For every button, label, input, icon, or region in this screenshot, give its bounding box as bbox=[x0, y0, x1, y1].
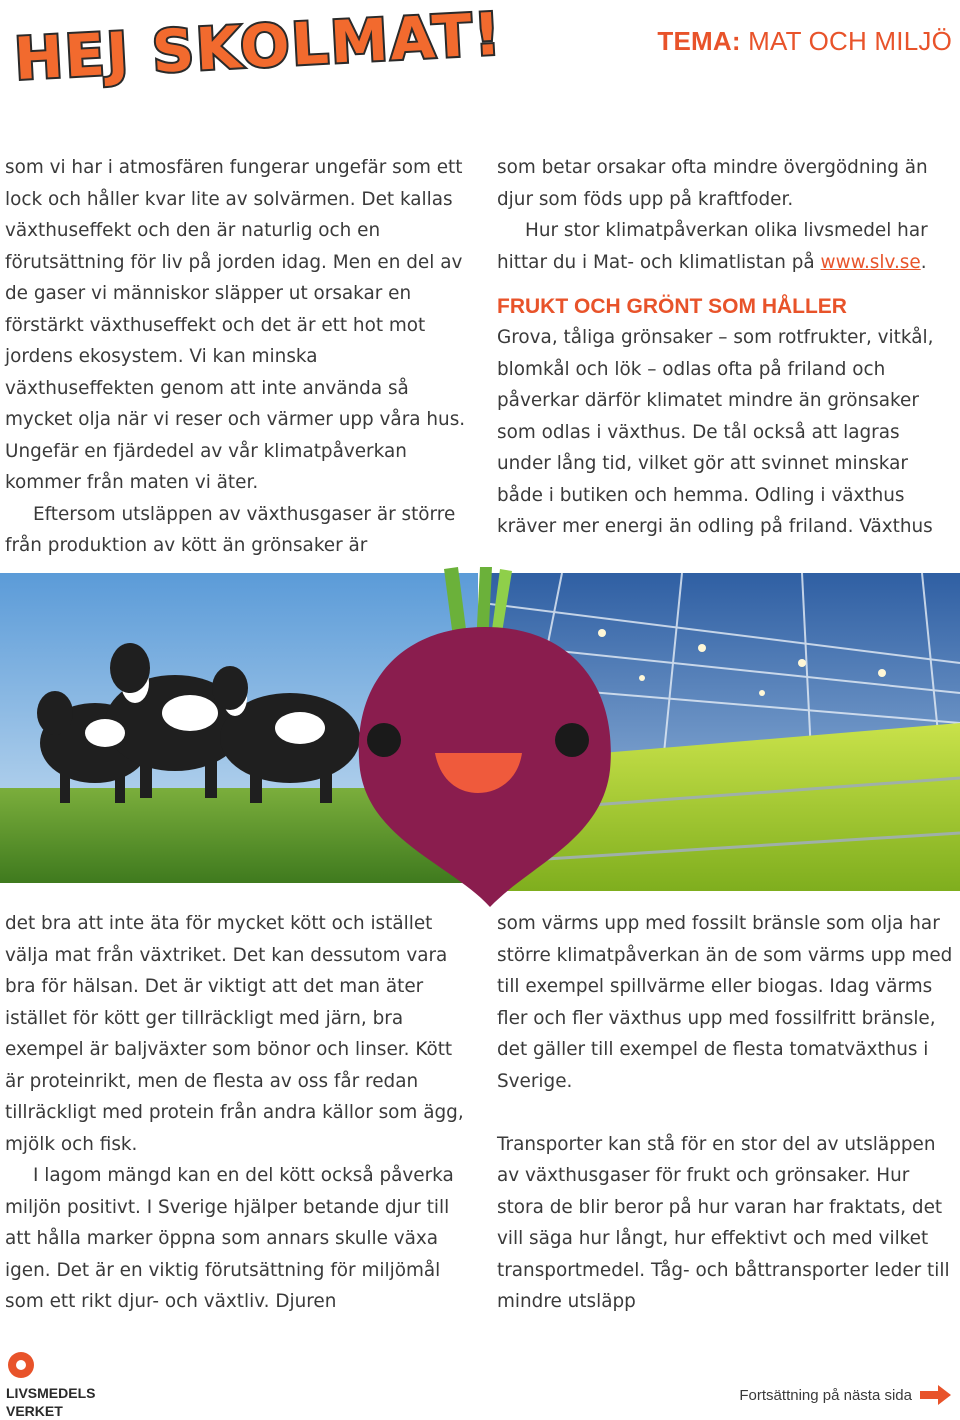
paragraph: I lagom mängd kan en del kött också påverka miljön positivt. I Sverige hjälper betande djur till att hålla marker öppna som annars skulle växa igen. Det är en viktig förutsättning för miljömål som ett rikt djur- och växtliv. Djuren bbox=[5, 1165, 454, 1312]
theme-label: TEMA: bbox=[657, 26, 741, 56]
livsmedelsverket-logo-icon bbox=[6, 1350, 96, 1420]
agency-line-2: VERKET bbox=[6, 1403, 63, 1419]
section-heading: FRUKT OCH GRÖNT SOM HÅLLER bbox=[497, 295, 847, 318]
column-top-right bbox=[497, 152, 957, 543]
paragraph-text: Hur stor klimatpåverkan olika livsmedel har hittar du i Mat- och klimatlistan på bbox=[497, 220, 928, 273]
agency-line-1: LIVSMEDELS bbox=[6, 1385, 96, 1401]
next-page-label: Fortsättning på nästa sida bbox=[739, 1386, 912, 1404]
column-bottom-right bbox=[497, 908, 957, 1318]
paragraph: det bra att inte äta för mycket kött och istället välja mat från växtriket. Det kan dessutom vara bra för hälsan. Det är viktigt att det man äter istället för kött ger tillräckligt med järn, bra exempel är baljväxter som bönor och linser. Kött är proteinrikt, men de flesta av oss får redan tillräckligt med protein från andra källor som ägg, mjölk och fisk. bbox=[5, 913, 464, 1155]
slv-link[interactable]: www.slv.se bbox=[820, 251, 921, 273]
paragraph bbox=[497, 215, 957, 278]
paragraph: Eftersom utsläppen av växthusgaser är större från produktion av kött än grönsaker är bbox=[5, 503, 456, 556]
column-top-left bbox=[5, 152, 467, 562]
paragraph: som värms upp med fossilt bränsle som olja har större klimatpåverkan än de som värms upp med till exempel spillvärme eller biogas. Idag värms fler och fler växthus upp med fossilfritt bränsle, det gäller till exempel de flesta tomatväxthus i Sverige. bbox=[497, 913, 953, 1092]
hej-skolmat-logo bbox=[8, 0, 505, 94]
logo-text: HEJ SKOLMAT! bbox=[12, 0, 505, 94]
paragraph: Transporter kan stå för en stor del av utsläppen av växthusgaser för frukt och grönsaker. Hur stora de blir beror på hur varan har fraktats, det vill säga hur långt, hur effektivt och med vilket transportmedel. Tåg- och båttransporter leder till mindre utsläpp bbox=[497, 1133, 950, 1312]
next-page-link[interactable] bbox=[739, 1384, 952, 1406]
paragraph-end: . bbox=[920, 251, 927, 273]
paragraph: som vi har i atmosfären fungerar ungefär som ett lock och håller kvar lite av solvärmen. Det kallas växthuseffekt och den är naturlig och en förutsättning för liv på jorden idag. Men en del av de gaser vi människor släpper ut orsakar en förstärkt växthuseffekt och det är ett hot mot jordens ekosystem. Vi kan minska växthuseffekten genom att inte använda så mycket olja när vi reser och värmer upp våra hus. Ungefär en fjärdedel av vår klimatpåverkan kommer från maten vi äter. bbox=[5, 157, 466, 493]
paragraph: som betar orsakar ofta mindre övergödning än djur som föds upp på kraftfoder. bbox=[497, 157, 928, 210]
theme-title: MAT OCH MILJÖ bbox=[748, 26, 952, 56]
arrow-right-icon bbox=[918, 1384, 952, 1406]
left-eye bbox=[367, 723, 401, 757]
beet-mascot-icon bbox=[340, 565, 630, 910]
right-eye bbox=[555, 723, 589, 757]
column-bottom-left bbox=[5, 908, 467, 1318]
paragraph: Grova, tåliga grönsaker – som rotfrukter, vitkål, blomkål och lök – odlas ofta på friland och påverkar därför klimatet mindre än grönsaker som odlas i växthus. De tål också att lagras under lång tid, vilket gör att svinnet minskar både i butiken och hemma. Odling i växthus kräver mer energi än odling på friland. Växthus bbox=[497, 327, 934, 537]
theme-header bbox=[657, 26, 952, 57]
